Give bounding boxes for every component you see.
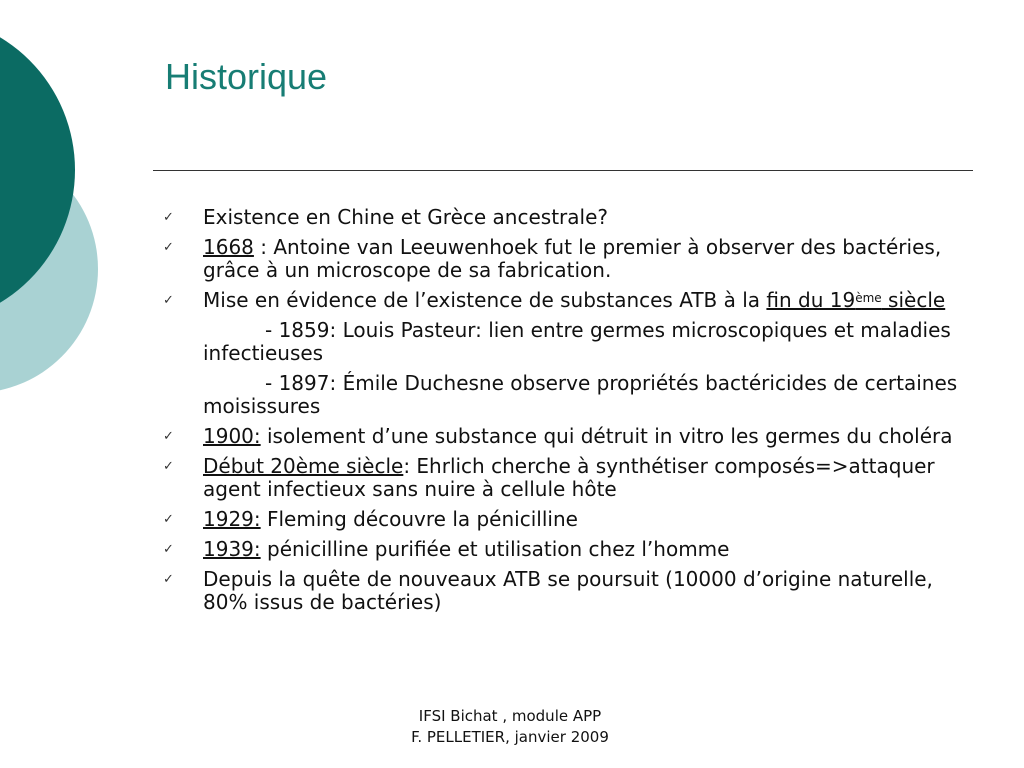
- title-divider: [153, 170, 973, 171]
- bullet-text: : Ehrlich cherche à synthétiser composés=>attaquer agent infectieux sans nuire à cellule hôte: [203, 454, 935, 501]
- checkmark-icon: ✓: [163, 572, 174, 587]
- bullet-text: isolement d’une substance qui détruit in vitro les germes du choléra: [260, 424, 953, 448]
- checkmark-icon: ✓: [163, 429, 174, 444]
- checkmark-icon: ✓: [163, 293, 174, 308]
- checkmark-icon: ✓: [163, 512, 174, 527]
- footer-line: IFSI Bichat , module APP: [418, 707, 602, 725]
- bullet-text: Mise en évidence de l’existence de substances ATB à la: [203, 288, 767, 312]
- checkmark-icon: ✓: [163, 240, 174, 255]
- bullet-period-part: siècle: [881, 288, 946, 312]
- slide-title: Historique: [165, 56, 328, 97]
- bullet-text: : Antoine van Leeuwenhoek fut le premier à observer des bactéries, grâce à un microscope de sa fabrication.: [203, 235, 942, 282]
- bullet-date: 1929:: [203, 507, 261, 531]
- footer-line: F. PELLETIER, janvier 2009: [411, 728, 609, 746]
- bullet-item: [163, 455, 963, 501]
- bullet-item: [163, 508, 963, 531]
- bullet-period-part: fin du 19: [766, 288, 856, 312]
- bullet-list: [163, 206, 963, 621]
- bullet-period: [766, 288, 945, 312]
- sub-item-text: - 1897: Émile Duchesne observe propriétés bactéricides de certaines moisissures: [203, 371, 958, 418]
- bullet-date: 1900:: [203, 424, 261, 448]
- checkmark-icon: ✓: [163, 542, 174, 557]
- checkmark-icon: ✓: [163, 210, 174, 225]
- bullet-item: [163, 538, 963, 561]
- sub-item: [163, 319, 963, 365]
- bullet-date: 1668: [203, 235, 254, 259]
- bullet-item: [163, 425, 963, 448]
- bullet-text: Depuis la quête de nouveaux ATB se poursuit (10000 d’origine naturelle, 80% issus de bactéries): [203, 567, 933, 614]
- sub-item: [163, 372, 963, 418]
- sub-item-text: - 1859: Louis Pasteur: lien entre germes microscopiques et maladies infectieuses: [203, 318, 951, 365]
- bullet-text: Fleming découvre la pénicilline: [260, 507, 578, 531]
- ordinal-superscript: ème: [855, 291, 882, 305]
- slide-footer: [350, 706, 670, 748]
- bullet-text: pénicilline purifiée et utilisation chez l’homme: [260, 537, 730, 561]
- bullet-item: [163, 289, 963, 312]
- bullet-item: [163, 236, 963, 282]
- bullet-date: Début 20ème siècle: [203, 454, 404, 478]
- checkmark-icon: ✓: [163, 459, 174, 474]
- bullet-item: [163, 568, 963, 614]
- bullet-text: Existence en Chine et Grèce ancestrale?: [203, 205, 608, 229]
- bullet-item: [163, 206, 963, 229]
- bullet-date: 1939:: [203, 537, 261, 561]
